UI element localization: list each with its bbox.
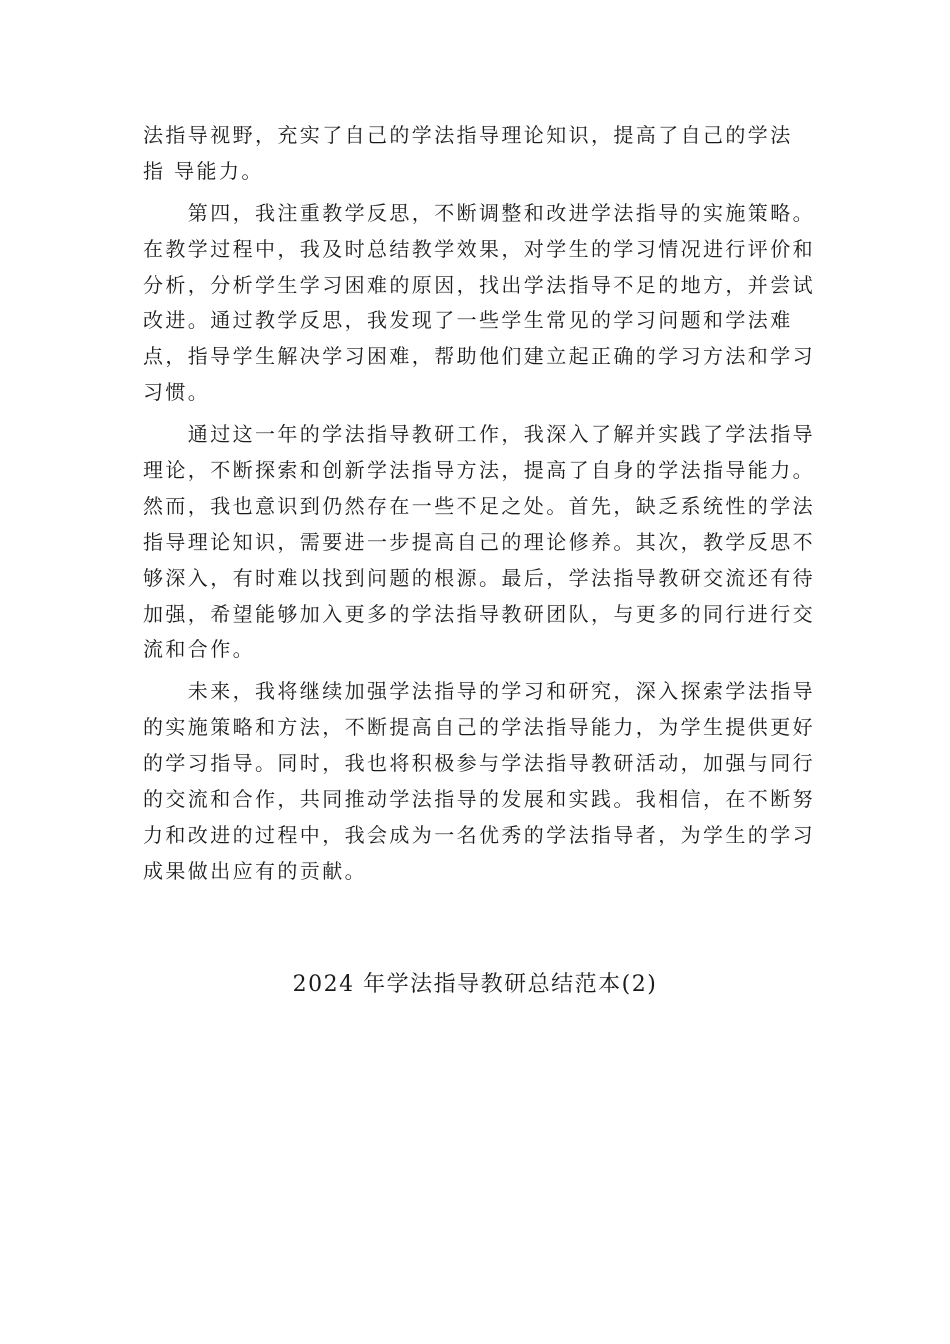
section-title: 2024 年学法指导教研总结范本(2) bbox=[292, 972, 658, 997]
text-line: 成果做出应有的贡献。 bbox=[143, 858, 367, 883]
text-line: 在教学过程中，我及时总结教学效果，对学生的学习情况进行评价和 bbox=[143, 236, 815, 261]
paragraph bbox=[143, 417, 815, 668]
paragraph bbox=[143, 196, 815, 411]
text-line: 改进。通过教学反思，我发现了一些学生常见的学习问题和学法难 bbox=[143, 308, 793, 333]
text-line: 加强，希望能够加入更多的学法指导教研团队，与更多的同行进行交 bbox=[143, 601, 815, 626]
text-line: 的实施策略和方法，不断提高自己的学法指导能力，为学生提供更好 bbox=[143, 715, 815, 740]
text-line: 的交流和合作，共同推动学法指导的发展和实践。我相信，在不断努 bbox=[143, 787, 815, 812]
text-line: 力和改进的过程中，我会成为一名优秀的学法指导者，为学生的学习 bbox=[143, 822, 815, 847]
text-line: 第四，我注重教学反思，不断调整和改进学法指导的实施策略。 bbox=[143, 200, 815, 225]
text-line: 未来，我将继续加强学法指导的学习和研究，深入探索学法指导 bbox=[143, 679, 815, 704]
text-line: 指导理论知识，需要进一步提高自己的理论修养。其次，教学反思不 bbox=[143, 529, 815, 554]
text-line: 点，指导学生解决学习困难，帮助他们建立起正确的学习方法和学习 bbox=[143, 344, 815, 369]
text-line: 够深入，有时难以找到问题的根源。最后，学法指导教研交流还有待 bbox=[143, 565, 815, 590]
text-line: 通过这一年的学法指导教研工作，我深入了解并实践了学法指导 bbox=[143, 422, 815, 447]
text-line: 的学习指导。同时，我也将积极参与学法指导教研活动，加强与同行 bbox=[143, 751, 815, 776]
text-line: 指 导能力。 bbox=[143, 158, 264, 183]
text-line: 流和合作。 bbox=[143, 637, 255, 662]
document-body bbox=[143, 118, 815, 890]
text-line: 习惯。 bbox=[143, 380, 211, 405]
paragraph bbox=[143, 118, 793, 190]
text-line: 分析，分析学生学习困难的原因，找出学法指导不足的地方，并尝试 bbox=[143, 272, 815, 297]
text-line: 然而，我也意识到仍然存在一些不足之处。首先，缺乏系统性的学法 bbox=[143, 493, 815, 518]
paragraph bbox=[143, 674, 815, 889]
text-line: 法指导视野，充实了自己的学法指导理论知识，提高了自己的学法 bbox=[143, 123, 793, 147]
text-line: 理论，不断探索和创新学法指导方法，提高了自身的学法指导能力。 bbox=[143, 458, 815, 483]
